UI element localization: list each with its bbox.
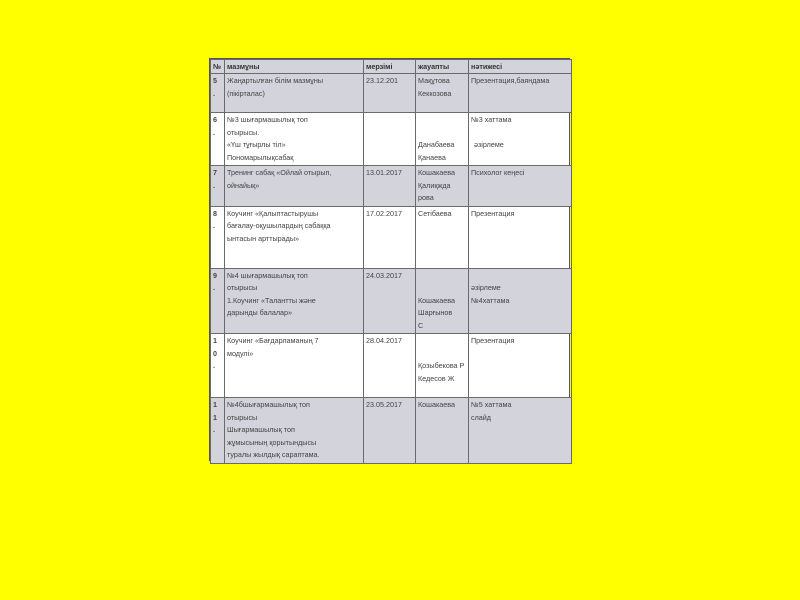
header-responsible: жауапты xyxy=(416,60,469,74)
header-content: мазмұны xyxy=(225,60,364,74)
row-result: Презентация xyxy=(469,334,572,398)
row-responsible: Кошакаева xyxy=(416,398,469,464)
row-content: Коучинг «Бағдарламаның 7 модулі» xyxy=(225,334,364,398)
row-content: №3 шығармашылық топ отырысы. «Үш тұғырлы тіл» Пономарылықсабақ xyxy=(225,113,364,166)
row-result: №3 хаттама әзірлеме xyxy=(469,113,572,166)
row-number: 1 0 . xyxy=(211,334,225,398)
row-number: 6 . xyxy=(211,113,225,166)
row-result: №5 хаттама слайд xyxy=(469,398,572,464)
document-sheet xyxy=(209,58,570,461)
row-date xyxy=(364,113,416,166)
row-date: 28.04.2017 xyxy=(364,334,416,398)
row-result: Презентация,баяндама xyxy=(469,74,572,113)
row-content: Тренинг сабақ «Ойлай отырып, ойнайық» xyxy=(225,166,364,207)
row-number: 5 . xyxy=(211,74,225,113)
header-result: нәтижесі xyxy=(469,60,572,74)
row-date: 24.03.2017 xyxy=(364,268,416,334)
row-date: 13.01.2017 xyxy=(364,166,416,207)
table-row xyxy=(211,166,572,207)
row-number: 8 . xyxy=(211,206,225,268)
row-number: 7 . xyxy=(211,166,225,207)
row-number: 1 1 . xyxy=(211,398,225,464)
row-content: Жаңартылған білім мазмұны (пікірталас) xyxy=(225,74,364,113)
table-row xyxy=(211,74,572,113)
row-content: №4бшығармашылық топ отырысы Шығармашылық топ жұмысының қорытындысы туралы жылдық сараптама. xyxy=(225,398,364,464)
table-row xyxy=(211,113,572,166)
row-responsible: Кошакаева Шарғынов С xyxy=(416,268,469,334)
row-result: әзірлеме №4хаттама xyxy=(469,268,572,334)
row-responsible: Мақұтова Кеккозова xyxy=(416,74,469,113)
table-row xyxy=(211,268,572,334)
row-content: №4 шығармашылық топ отырысы 1.Коучинг «Талантты және дарынды балалар» xyxy=(225,268,364,334)
row-content: Коучинг «Қалыптастырушы бағалау-оқушылардың сабаққа ынтасын арттырады» xyxy=(225,206,364,268)
table-header-row xyxy=(211,60,572,74)
row-responsible: Кошакаева Қалиқжда рова xyxy=(416,166,469,207)
table-row xyxy=(211,206,572,268)
table-row xyxy=(211,334,572,398)
row-date: 23.05.2017 xyxy=(364,398,416,464)
row-date: 23.12.201 xyxy=(364,74,416,113)
row-result: Презентация xyxy=(469,206,572,268)
row-responsible: Сетібаева xyxy=(416,206,469,268)
header-date: мерзімі xyxy=(364,60,416,74)
row-result: Психолог кеңесі xyxy=(469,166,572,207)
table-row xyxy=(211,398,572,464)
row-number: 9 . xyxy=(211,268,225,334)
plan-table xyxy=(210,59,572,464)
row-responsible: Данабаева Қанаева xyxy=(416,113,469,166)
header-number: № xyxy=(211,60,225,74)
row-responsible: Қозыбекова Р Кедесов Ж xyxy=(416,334,469,398)
row-date: 17.02.2017 xyxy=(364,206,416,268)
